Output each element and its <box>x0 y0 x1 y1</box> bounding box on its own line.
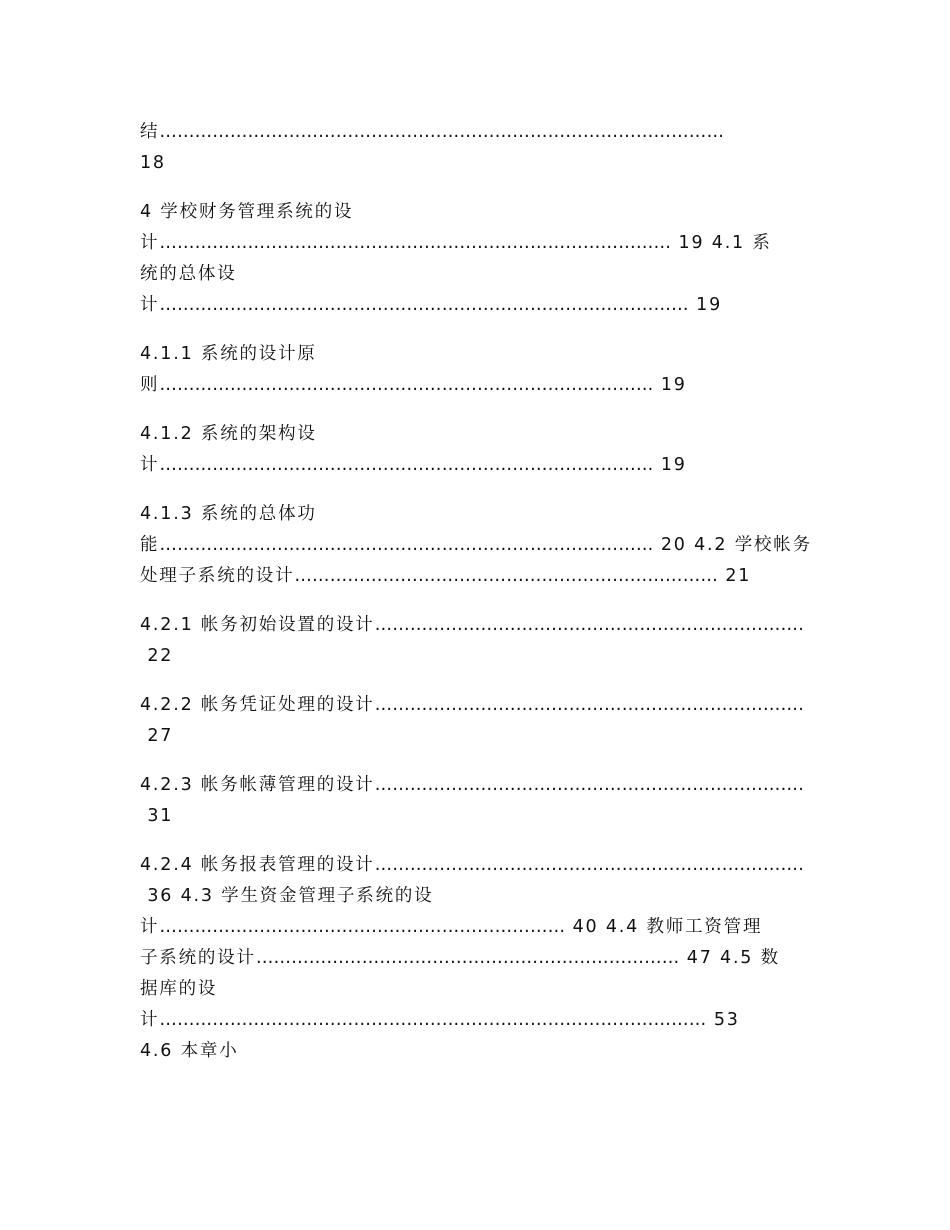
toc-entry <box>140 419 830 481</box>
toc-entry-title: 4.2.2 帐务凭证处理的设计 <box>140 695 375 715</box>
toc-leader-dots: ……………………………………………………………… <box>294 566 719 586</box>
toc-line <box>140 561 830 592</box>
toc-entry-title: 能 <box>140 535 160 555</box>
toc-entry <box>140 117 830 179</box>
toc-line <box>140 801 830 832</box>
toc-leader-dots: ………………………………………………………………. <box>374 695 804 715</box>
toc-page-number: 40 4.4 教师工资管理 <box>565 917 763 937</box>
toc-entry-title: 处理子系统的设计 <box>140 566 295 586</box>
toc-line <box>140 881 830 912</box>
toc-page-number: 53 <box>706 1010 740 1030</box>
toc-line <box>140 943 830 974</box>
toc-entry-title: 4.1.1 系统的设计原 <box>140 344 317 364</box>
toc-page-number: 19 <box>653 455 687 475</box>
toc-line <box>140 530 830 561</box>
toc-leader-dots: ………………………………………………………………………… <box>159 375 654 395</box>
toc-entry-title: 4.2.4 帐务报表管理的设计 <box>140 855 375 875</box>
toc-leader-dots: …………………………………………………………………………… <box>159 233 672 253</box>
toc-line <box>140 370 830 401</box>
toc-leader-dots: ………………………………………………………………………………… <box>159 1010 707 1030</box>
toc-line <box>140 610 830 641</box>
toc-page-number: 31 <box>140 806 174 826</box>
toc-line <box>140 259 830 290</box>
toc-line <box>140 1036 830 1067</box>
toc-line <box>140 974 830 1005</box>
toc-leader-dots: ………………………………………………………………………… <box>159 455 654 475</box>
toc-leader-dots: ………………………………………………………………………… <box>159 535 654 555</box>
toc-entry <box>140 499 830 592</box>
toc-entry <box>140 770 830 832</box>
toc-leader-dots: …………………………………………………………… <box>159 917 566 937</box>
toc-entry-title: 子系统的设计 <box>140 948 256 968</box>
toc-line <box>140 641 830 672</box>
toc-line <box>140 770 830 801</box>
toc-page-number: 20 4.2 学校帐务 <box>653 535 812 555</box>
toc-line <box>140 450 830 481</box>
toc-page-number: 22 <box>140 646 174 666</box>
toc-entry <box>140 610 830 672</box>
toc-page-number: 19 <box>653 375 687 395</box>
toc-leader-dots: ……………………………………………………………… <box>255 948 680 968</box>
toc-line <box>140 117 830 148</box>
toc-line <box>140 1005 830 1036</box>
toc-entry-title: 4.1.2 系统的架构设 <box>140 424 317 444</box>
toc-entry-title: 4.2.1 帐务初始设置的设计 <box>140 615 375 635</box>
toc-entry-title: 4.6 本章小 <box>140 1041 239 1061</box>
toc-entry-title: 统的总体设 <box>140 264 237 284</box>
toc-entry-title: 4 学校财务管理系统的设 <box>140 202 354 222</box>
toc-entry-title: 结 <box>140 122 160 142</box>
toc-entry-title: 计 <box>140 917 160 937</box>
toc-entry-title: 36 4.3 学生资金管理子系统的设 <box>140 886 434 906</box>
toc-page-number: 47 4.5 数 <box>679 948 780 968</box>
toc-line <box>140 148 830 179</box>
toc-line <box>140 339 830 370</box>
toc-line <box>140 228 830 259</box>
toc-line <box>140 690 830 721</box>
toc-entry-title: 计 <box>140 1010 160 1030</box>
toc-page-number: 21 <box>718 566 752 586</box>
toc-entry <box>140 690 830 752</box>
toc-leader-dots: …………………………………………………………………………………… <box>159 122 725 142</box>
toc-entry <box>140 850 830 1067</box>
toc-page-number: 27 <box>140 726 174 746</box>
toc-entry-title: 4.2.3 帐务帐薄管理的设计 <box>140 775 375 795</box>
toc-entry-title: 则 <box>140 375 160 395</box>
toc-line <box>140 290 830 321</box>
toc-leader-dots: ………………………………………………………………. <box>374 615 804 635</box>
toc-line <box>140 197 830 228</box>
toc-page-number: 18 <box>140 153 166 173</box>
toc-entry-title: 据库的设 <box>140 979 218 999</box>
toc-line <box>140 850 830 881</box>
toc-entry-title: 计 <box>140 295 160 315</box>
toc-line <box>140 721 830 752</box>
toc-line <box>140 499 830 530</box>
toc-line <box>140 419 830 450</box>
toc-entry <box>140 339 830 401</box>
toc-entry-title: 计 <box>140 455 160 475</box>
toc-entry-title: 4.1.3 系统的总体功 <box>140 504 317 524</box>
table-of-contents <box>140 117 830 1067</box>
toc-page-number: 19 <box>688 295 723 315</box>
toc-leader-dots: ……………………………………………………………………………… <box>159 295 689 315</box>
toc-leader-dots: ………………………………………………………………. <box>374 855 804 875</box>
toc-leader-dots: ………………………………………………………………. <box>374 775 804 795</box>
toc-entry-title: 计 <box>140 233 160 253</box>
toc-line <box>140 912 830 943</box>
toc-page-number: 19 4.1 系 <box>671 233 772 253</box>
toc-entry <box>140 197 830 321</box>
